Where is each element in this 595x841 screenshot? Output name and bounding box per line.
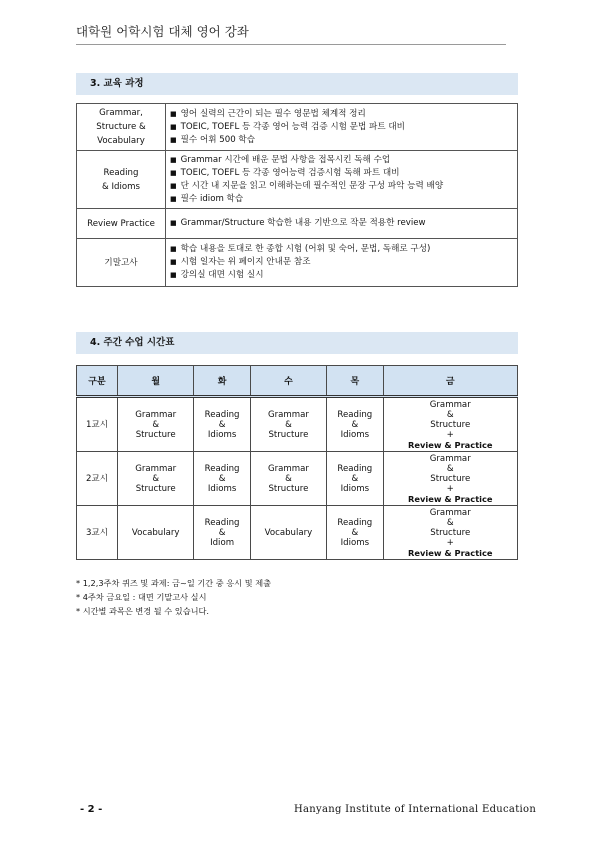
table-row (77, 104, 518, 151)
curriculum-description (166, 209, 518, 239)
curriculum-subject (77, 104, 166, 151)
timetable-cell: Vocabulary (118, 506, 194, 560)
square-bullet-icon: ■ (170, 219, 177, 227)
timetable-cell: Reading & Idioms (194, 397, 250, 452)
timetable-cell: Grammar & Structure (250, 397, 326, 452)
square-bullet-icon: ■ (170, 155, 177, 164)
subject-line: Review Practice (87, 218, 155, 229)
page-header-title: 대학원 어학시험 대체 영어 강좌 (76, 24, 249, 39)
note-item: * 4주차 금요일 : 대면 기말고사 실시 (76, 592, 207, 602)
square-bullet-icon: ■ (170, 181, 177, 190)
subject-line: Structure & (96, 122, 146, 132)
footer-page-number: - 2 - (80, 804, 103, 815)
table-row (77, 151, 518, 209)
subject-line: Vocabulary (97, 136, 145, 146)
footer-organization: Hanyang Institute of International Education (294, 804, 537, 815)
list-item: ■ 필수 idiom 학습 (170, 193, 244, 204)
list-item: ■ 학습 내용을 토대로 한 종합 시험 (어휘 및 숙어, 문법, 독해로 구성) (170, 244, 431, 254)
timetable-cell: Grammar & Structure (118, 397, 194, 452)
timetable-cell-friday: Grammar & Structure + Review & Practice (383, 452, 518, 506)
section-heading-curriculum: 3. 교육 과정 (76, 73, 518, 95)
note-item: * 1,2,3주차 퀴즈 및 과제: 금~일 기간 중 응시 및 제출 (76, 578, 272, 588)
square-bullet-icon: ■ (170, 271, 177, 279)
curriculum-description (166, 239, 518, 287)
curriculum-description (166, 151, 518, 209)
timetable-cell: Reading & Idioms (327, 397, 383, 452)
table-row (77, 506, 518, 560)
square-bullet-icon: ■ (170, 194, 177, 203)
list-item: ■ 시험 일자는 위 페이지 안내문 참조 (170, 257, 311, 267)
curriculum-subject (77, 239, 166, 287)
note-item: * 시간별 과목은 변경 될 수 있습니다. (76, 606, 210, 616)
curriculum-table (76, 103, 518, 287)
square-bullet-icon: ■ (170, 109, 177, 118)
period-label: 1교시 (77, 397, 118, 452)
timetable-cell-friday: Grammar & Structure + Review & Practice (383, 397, 518, 452)
subject-line: 기말고사 (104, 257, 138, 268)
column-header: 목 (327, 366, 383, 397)
header-divider (76, 44, 506, 45)
square-bullet-icon: ■ (170, 122, 177, 131)
timetable-cell: Grammar & Structure (118, 452, 194, 506)
subject-line: & Idioms (102, 181, 140, 192)
table-row (77, 209, 518, 239)
column-header: 구분 (77, 366, 118, 397)
timetable-cell: Vocabulary (250, 506, 326, 560)
list-item: ■ 단 시간 내 지문을 읽고 이해하는데 필수적인 문장 구성 파악 능력 배양 (170, 180, 444, 191)
column-header: 금 (383, 366, 518, 397)
column-header: 화 (194, 366, 250, 397)
section-heading-timetable: 4. 주간 수업 시간표 (76, 332, 518, 354)
subject-line: Grammar, (99, 108, 143, 118)
timetable-cell: Reading & Idiom (194, 506, 250, 560)
curriculum-description (166, 104, 518, 151)
curriculum-subject (77, 151, 166, 209)
timetable-table (76, 365, 518, 560)
list-item: ■ TOEIC, TOEFL 등 각종 영어 능력 검증 시험 문법 파트 대비 (170, 121, 405, 132)
column-header: 수 (250, 366, 326, 397)
list-item: ■ Grammar 시간에 배운 문법 사항을 접목시킨 독해 수업 (170, 154, 391, 165)
timetable-cell: Reading & Idioms (327, 452, 383, 506)
square-bullet-icon: ■ (170, 168, 177, 177)
table-row (77, 239, 518, 287)
timetable-cell: Reading & Idioms (327, 506, 383, 560)
timetable-cell: Reading & Idioms (194, 452, 250, 506)
square-bullet-icon: ■ (170, 258, 177, 266)
list-item: ■ Grammar/Structure 학습한 내용 기반으로 작문 적용한 review (170, 218, 426, 228)
table-row (77, 452, 518, 506)
notes-list (76, 576, 271, 618)
list-item: ■ TOEIC, TOEFL 등 각종 영어능력 검증시험 독해 파트 대비 (170, 167, 400, 178)
list-item: ■ 강의실 대면 시험 실시 (170, 270, 264, 280)
list-item: ■ 필수 어휘 500 학습 (170, 134, 256, 145)
column-header: 월 (118, 366, 194, 397)
list-item: ■ 영어 실력의 근간이 되는 필수 영문법 체계적 정리 (170, 108, 366, 119)
table-row (77, 397, 518, 452)
timetable-cell: Grammar & Structure (250, 452, 326, 506)
square-bullet-icon: ■ (170, 245, 177, 253)
period-label: 2교시 (77, 452, 118, 506)
curriculum-subject (77, 209, 166, 239)
subject-line: Reading (103, 167, 139, 178)
table-header-row (77, 366, 518, 397)
period-label: 3교시 (77, 506, 118, 560)
square-bullet-icon: ■ (170, 135, 177, 144)
timetable-cell-friday: Grammar & Structure + Review & Practice (383, 506, 518, 560)
